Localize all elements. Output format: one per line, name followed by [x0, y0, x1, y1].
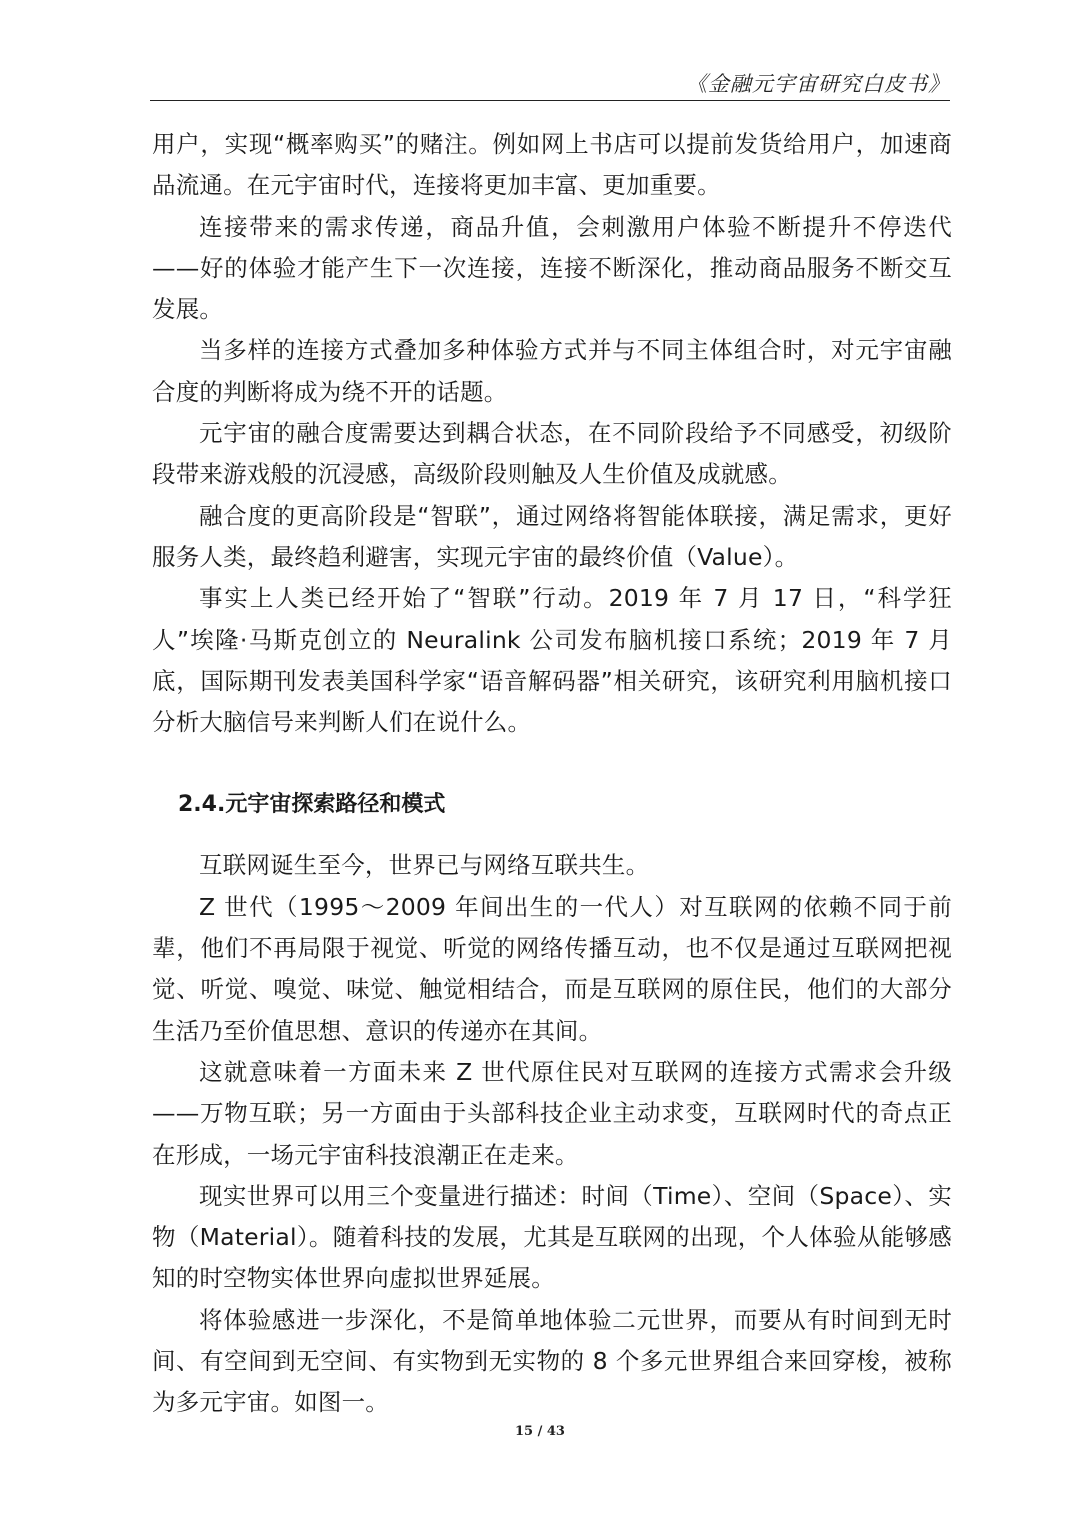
paragraph: 连接带来的需求传递，商品升值，会刺激用户体验不断提升不停迭代——好的体验才能产生下一次连接，连接不断深化，推动商品服务不断交互发展。	[152, 212, 952, 324]
document-title: 《金融元宇宙研究白皮书》	[686, 72, 950, 96]
paragraph: 事实上人类已经开始了“智联”行动。2019 年 7 月 17 日，“科学狂人”埃隆·马斯克创立的 Neuralink 公司发布脑机接口系统；2019 年 7 月底，国际期刊发表美国科学家“语音解码器”相关研究，该研究利用脑机接口分析大脑信号来判断人们在说什么。	[152, 584, 952, 737]
paragraph: Z 世代（1995～2009 年间出生的一代人）对互联网的依赖不同于前辈，他们不再局限于视觉、听觉的网络传播互动，也不仅是通过互联网把视觉、听觉、嗅觉、味觉、触觉相结合，而是互联网的原住民，他们的大部分生活乃至价值思想、意识的传递亦在其间。	[152, 892, 952, 1045]
page-number: 15 / 43	[515, 1424, 565, 1439]
paragraph: 用户，实现“概率购买”的赌注。例如网上书店可以提前发货给用户，加速商品流通。在元宇宙时代，连接将更加丰富、更加重要。	[152, 130, 952, 200]
page-header	[150, 62, 950, 101]
section-heading: 2.4.元宇宙探索路径和模式	[178, 792, 446, 818]
paragraph: 现实世界可以用三个变量进行描述：时间（Time）、空间（Space）、实物（Material）。随着科技的发展，尤其是互联网的出现，个人体验从能够感知的时空物实体世界向虚拟世界延展。	[152, 1181, 952, 1293]
paragraph: 融合度的更高阶段是“智联”，通过网络将智能体联接，满足需求，更好服务人类，最终趋利避害，实现元宇宙的最终价值（Value）。	[152, 501, 952, 571]
paragraph: 这就意味着一方面未来 Z 世代原住民对互联网的连接方式需求会升级——万物互联；另一方面由于头部科技企业主动求变，互联网时代的奇点正在形成，一场元宇宙科技浪潮正在走来。	[152, 1057, 952, 1169]
paragraph: 当多样的连接方式叠加多种体验方式并与不同主体组合时，对元宇宙融合度的判断将成为绕不开的话题。	[152, 336, 952, 406]
document-body	[152, 124, 952, 1424]
paragraph: 元宇宙的融合度需要达到耦合状态，在不同阶段给予不同感受，初级阶段带来游戏般的沉浸感，高级阶段则触及人生价值及成就感。	[152, 419, 952, 489]
paragraph: 将体验感进一步深化，不是简单地体验二元世界，而要从有时间到无时间、有空间到无空间、有实物到无实物的 8 个多元世界组合来回穿梭，被称为多元宇宙。如图一。	[152, 1305, 952, 1417]
paragraph: 互联网诞生至今，世界已与网络互联共生。	[199, 851, 650, 880]
